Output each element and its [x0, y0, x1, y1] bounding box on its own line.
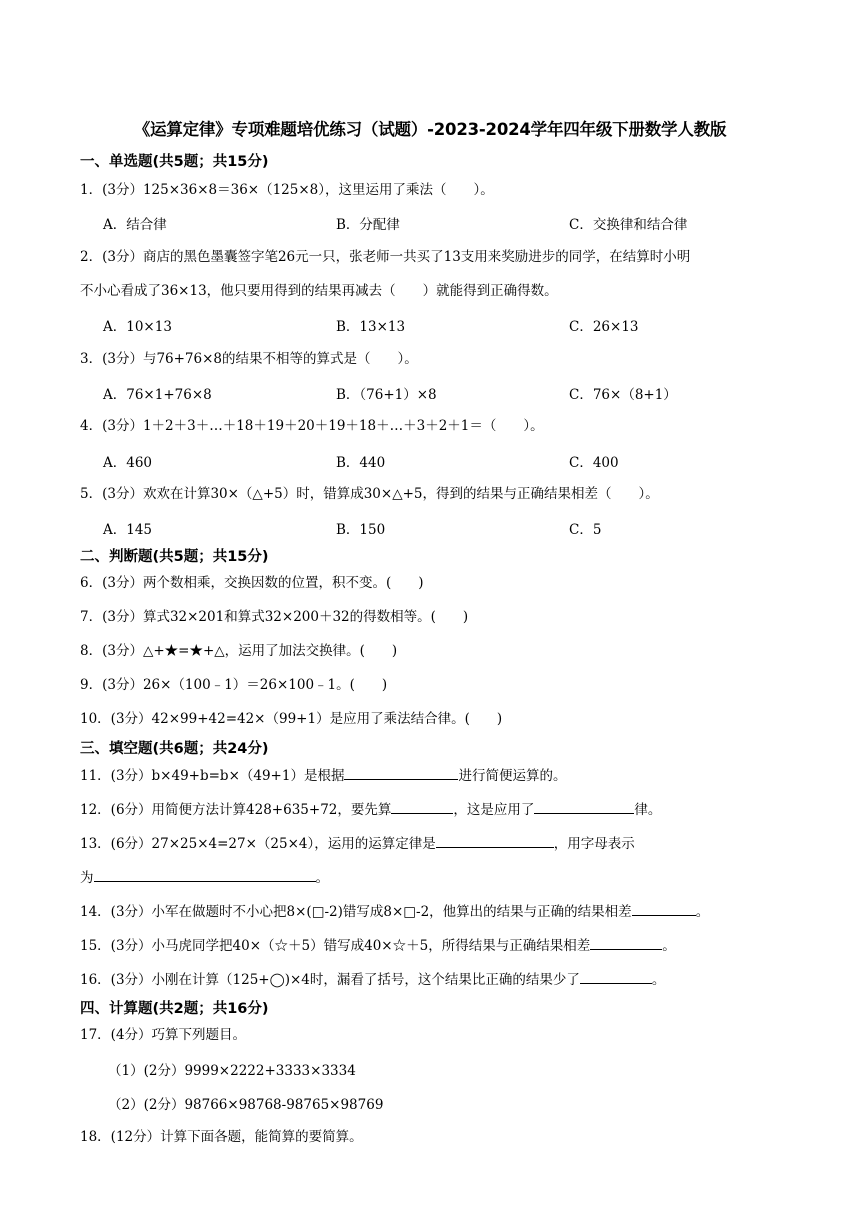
question-7: 7．(3分）算式32×201和算式32×200＋32的得数相等。( ): [80, 609, 469, 625]
q16-answer-blank[interactable]: [580, 969, 652, 984]
question-12: [80, 799, 661, 820]
question-14: [80, 901, 709, 922]
q12-text-mid: ，这是应用了: [453, 802, 535, 818]
q1-option-c: C．交换律和结合律: [569, 217, 688, 233]
q2-option-a: A．10×13: [103, 319, 172, 335]
q14-text-after: 。: [695, 904, 710, 920]
question-2-line-2: 不小心看成了36×13，他只要用得到的结果再减去（ ）就能得到正确得数。: [80, 283, 558, 299]
q13-text-mid: ，用字母表示: [553, 836, 635, 852]
q16-text-before: 16．(3分）小刚在计算（125+◯)×4时，漏看了括号，这个结果比正确的结果少了: [80, 972, 580, 988]
q11-answer-blank[interactable]: [344, 765, 458, 780]
q12-text-before: 12．(6分）用简便方法计算428+635+72，要先算: [80, 802, 392, 818]
q12-answer-blank-1[interactable]: [391, 799, 453, 814]
page-title: 《运算定律》专项难题培优练习（试题）-2023-2024学年四年级下册数学人教版: [133, 120, 727, 139]
question-6: 6．(3分）两个数相乘，交换因数的位置，积不变。( ): [80, 575, 424, 591]
question-16: [80, 969, 665, 990]
q13-answer-blank-1[interactable]: [436, 833, 554, 848]
q4-option-c: C．400: [569, 455, 619, 471]
section-heading-single-choice: 一、单选题(共5题；共15分): [80, 154, 269, 170]
q5-option-c: C．5: [569, 522, 602, 538]
question-8: 8．(3分）△+★=★+△，运用了加法交换律。( ): [80, 643, 398, 659]
q2-option-c: C．26×13: [569, 319, 639, 335]
question-9: 9．(3分）26×（100﹣1）＝26×100﹣1。( ): [80, 677, 388, 693]
q5-option-b: B．150: [336, 522, 386, 538]
q5-option-a: A．145: [103, 522, 153, 538]
question-10: 10．(3分）42×99+42=42×（99+1）是应用了乘法结合律。( ): [80, 711, 503, 727]
q15-text-after: 。: [662, 938, 676, 954]
section-heading-true-false: 二、判断题(共5题；共15分): [80, 549, 269, 565]
question-13-line-1: [80, 833, 635, 854]
q12-answer-blank-2[interactable]: [534, 799, 634, 814]
q13-line2-prefix: 为: [80, 870, 94, 886]
q14-text-before: 14．(3分）小军在做题时不小心把8×(□-2)错写成8×□-2，他算出的结果与正确的结果相差: [80, 904, 632, 920]
question-4: 4．(3分）1＋2＋3＋…＋18＋19＋20＋19＋18＋…＋3＋2＋1＝（ ）。: [80, 418, 544, 434]
section-heading-calculation: 四、计算题(共2题；共16分): [80, 1001, 269, 1017]
question-3: 3．(3分）与76+76×8的结果不相等的算式是（ ）。: [80, 351, 418, 367]
q2-option-b: B．13×13: [336, 319, 406, 335]
question-2-line-1: 2．(3分）商店的黑色墨囊签字笔26元一只，张老师一共买了13支用来奖励进步的同学，在结算时小明: [80, 249, 691, 265]
question-17-part-2: （2）(2分）98766×98768-98765×98769: [108, 1097, 384, 1113]
q13-text-after: 。: [315, 870, 329, 886]
question-15: [80, 935, 676, 956]
q13-text-before: 13．(6分）27×25×4=27×（25×4），运用的运算定律是: [80, 836, 436, 852]
q3-option-b: B．（76+1）×8: [336, 387, 437, 403]
q13-answer-blank-2[interactable]: [94, 867, 316, 882]
q3-option-c: C．76×（8+1）: [569, 387, 677, 403]
q15-text-before: 15．(3分）小马虎同学把40×（☆＋5）错写成40×☆＋5，所得结果与正确结果相差: [80, 938, 591, 954]
section-heading-fill-blank: 三、填空题(共6题；共24分): [80, 741, 269, 757]
q16-text-after: 。: [651, 972, 666, 988]
q1-option-a: A．结合律: [103, 217, 167, 233]
q12-text-after: 律。: [634, 802, 662, 818]
q1-option-b: B．分配律: [336, 217, 400, 233]
q4-option-a: A．460: [103, 455, 153, 471]
question-17: 17．(4分）巧算下列题目。: [80, 1027, 247, 1043]
question-13-line-2: [80, 867, 329, 888]
question-11: [80, 765, 566, 786]
q3-option-a: A．76×1+76×8: [103, 387, 212, 403]
q11-text-after: 进行简便运算的。: [458, 768, 567, 784]
question-17-part-1: （1）(2分）9999×2222+3333×3334: [108, 1063, 356, 1079]
q14-answer-blank[interactable]: [632, 901, 696, 916]
q11-text-before: 11．(3分）b×49+b=b×（49+1）是根据: [80, 768, 345, 784]
question-1: 1．(3分）125×36×8＝36×（125×8），这里运用了乘法（ ）。: [80, 182, 494, 198]
q4-option-b: B．440: [336, 455, 386, 471]
question-18: 18．(12分）计算下面各题，能简算的要简算。: [80, 1129, 363, 1145]
question-5: 5．(3分）欢欢在计算30×（△+5）时，错算成30×△+5，得到的结果与正确结果相差（ ）。: [80, 486, 659, 502]
q15-answer-blank[interactable]: [590, 935, 662, 950]
